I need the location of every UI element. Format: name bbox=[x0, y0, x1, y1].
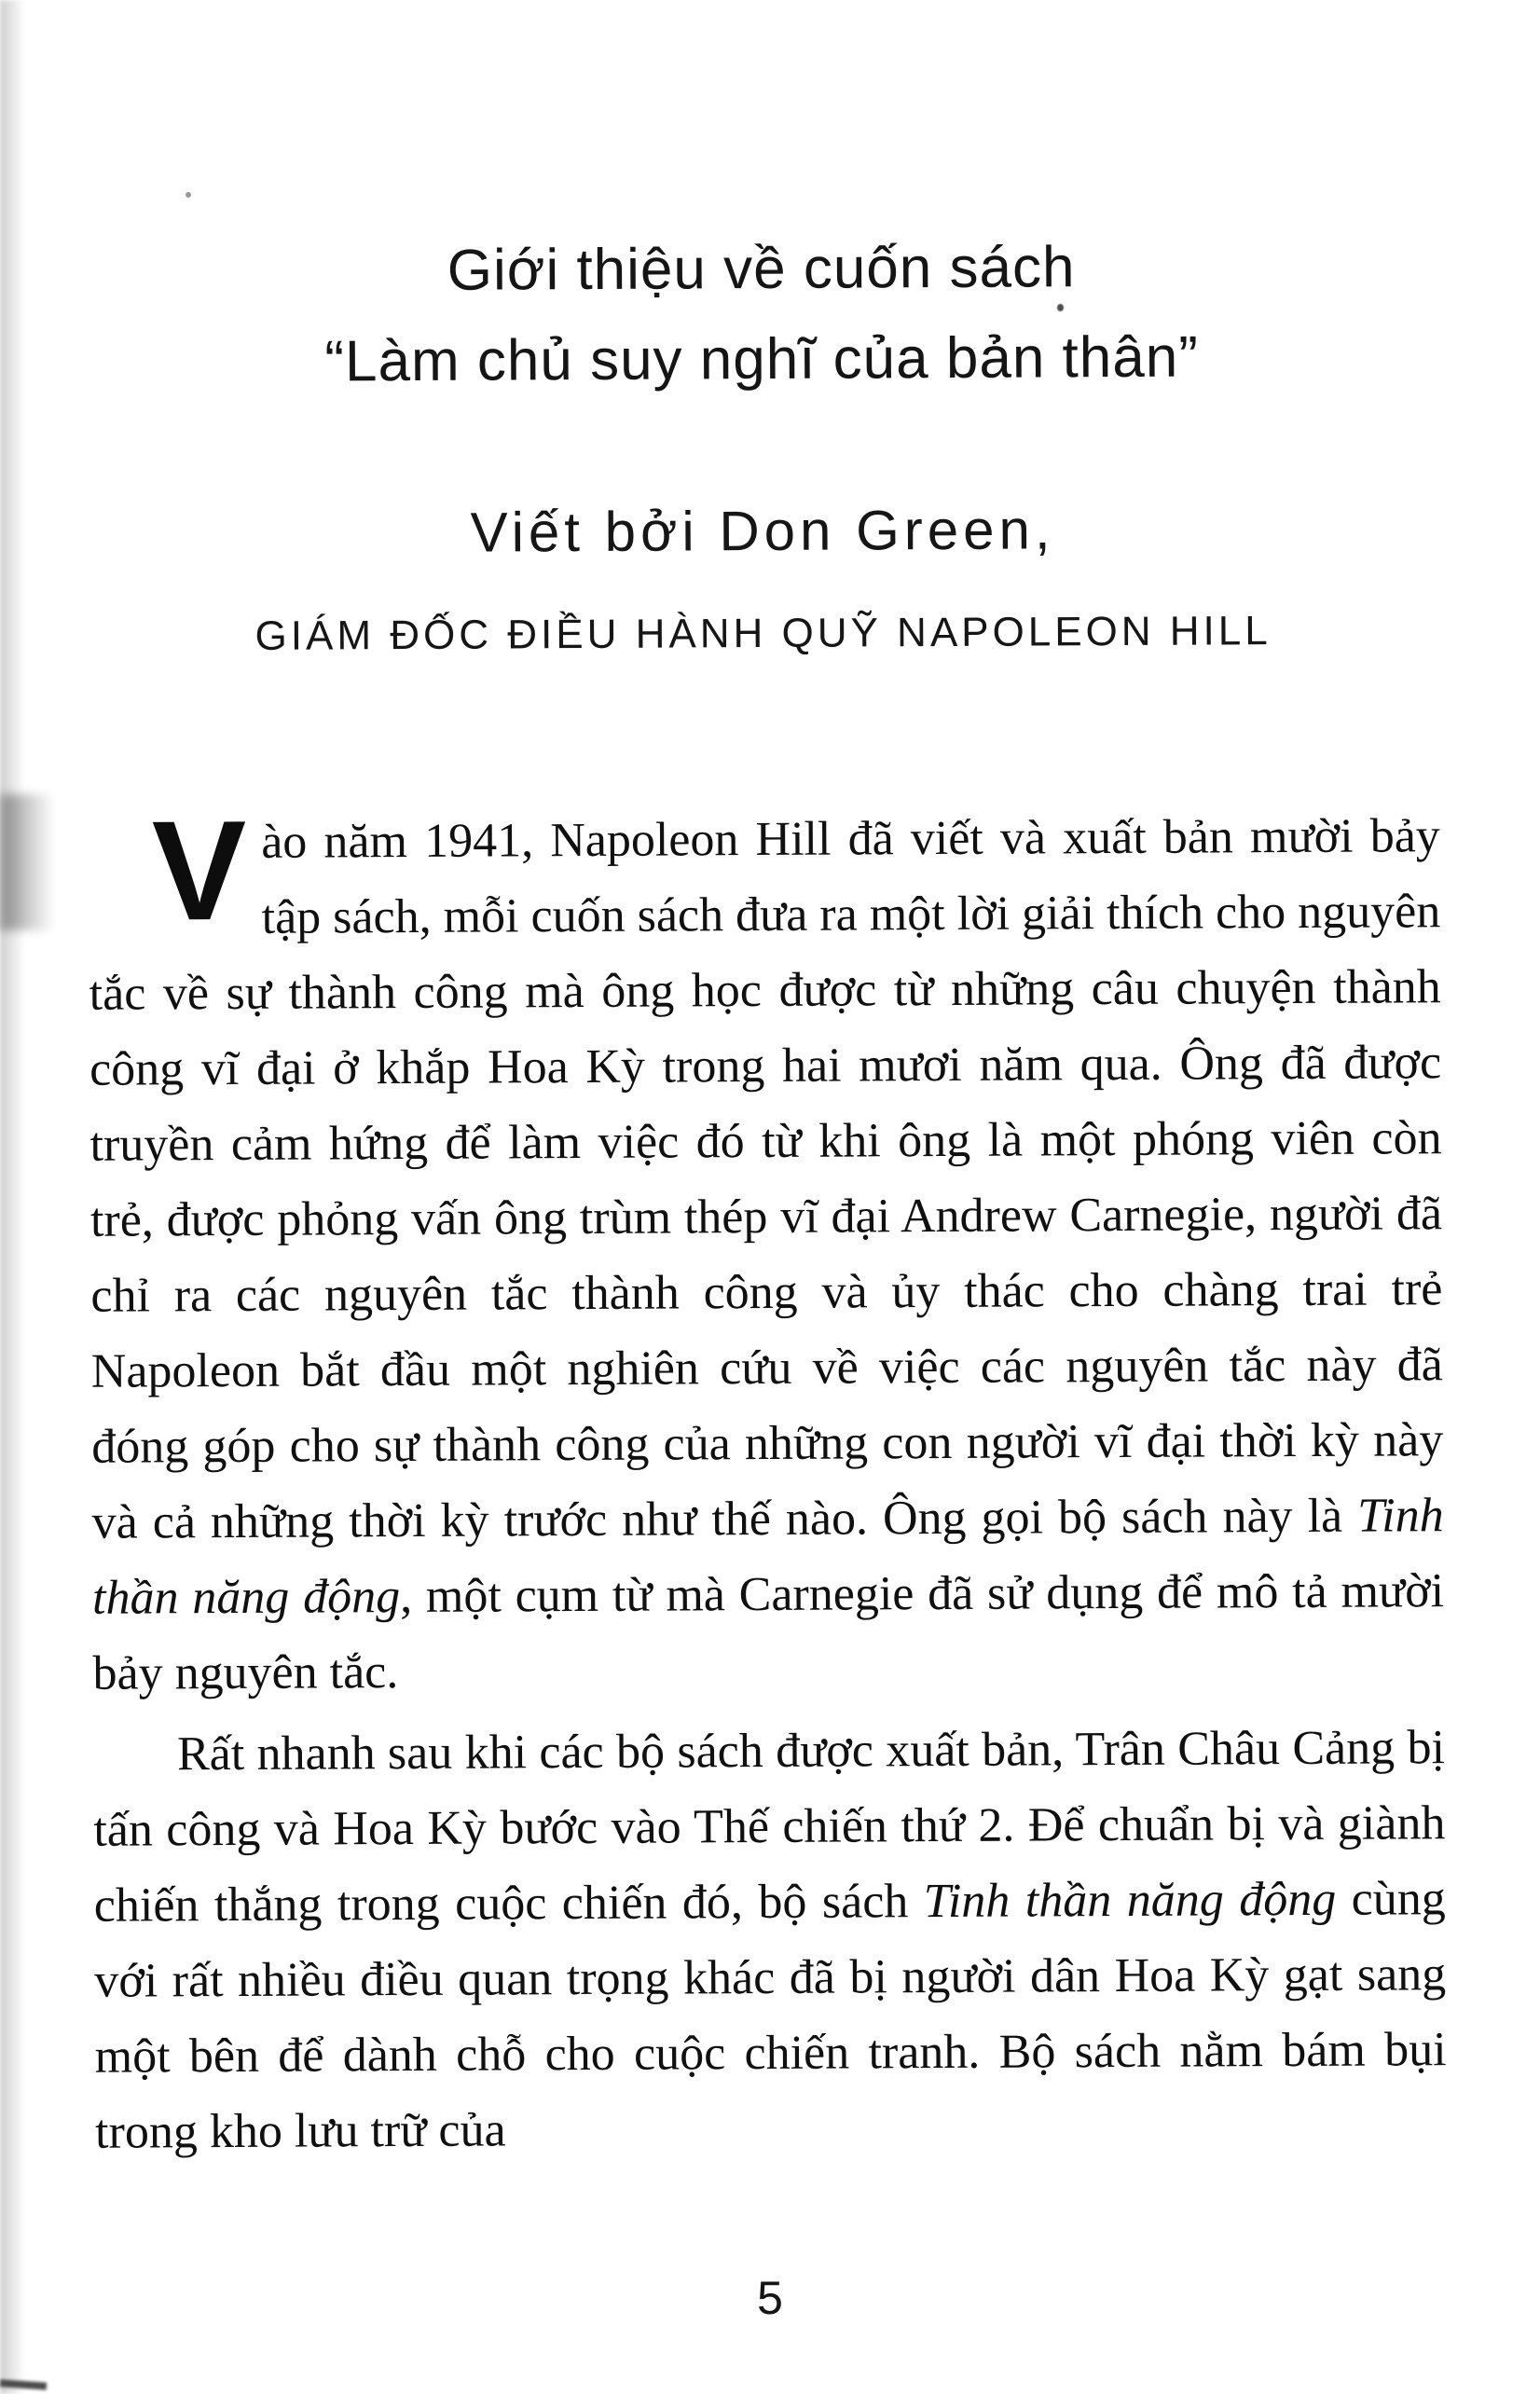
byline: Viết bởi Don Green, bbox=[470, 498, 1055, 564]
chapter-title-line1: Giới thiệu về cuốn sách bbox=[447, 235, 1076, 303]
body-paragraphs bbox=[89, 791, 1448, 2170]
chapter-title bbox=[85, 220, 1437, 408]
page-content bbox=[84, 0, 1447, 2170]
scan-smudge bbox=[0, 794, 54, 930]
chapter-title-line2: “Làm chủ suy nghĩ của bản thân” bbox=[324, 324, 1200, 394]
text-run: , một cụm từ mà Carnegie đã sử dụng để mô tả mười bảy nguyên tắc. bbox=[92, 1564, 1445, 1700]
text-run: ào năm 1941, Napoleon Hill đã viết và xuất bản mười bảy tập sách, mỗi cuốn sách đưa ra một lời giải thích cho nguyên tắc về sự thành công mà ông học được từ những câu chuyện thành công vĩ đại ở khắp Hoa Kỳ trong hai mươi năm qua. Ông đã được truyền cảm hứng để làm việc đó từ khi ông là một phóng viên còn trẻ, được phỏng vấn ông trùm thép vĩ đại Andrew Carnegie, người đã chỉ ra các nguyên tắc thành công và ủy thác cho chàng trai trẻ Napoleon bắt đầu một nghiên cứu về việc các nguyên tắc này đã đóng góp cho sự thành công của những con người vĩ đại thời kỳ này và cả những thời kỳ trước như thế nào. Ông gọi bộ sách này là bbox=[89, 809, 1444, 1549]
italic-text-run: Tinh thần năng động bbox=[91, 1489, 1444, 1625]
text-run: Rất nhanh sau khi các bộ sách được xuất bản, Trân Châu Cảng bị tấn công và Hoa Kỳ bước vào Thế chiến thứ 2. Để chuẩn bị và giành chiến thắng trong cuộc chiến đó, bộ sách bbox=[93, 1721, 1446, 1933]
italic-text-run: Tinh thần năng động bbox=[923, 1872, 1337, 1929]
dropcap-letter: V bbox=[151, 791, 247, 951]
gutter-shadow bbox=[0, 0, 24, 2394]
paragraph bbox=[89, 791, 1445, 1712]
paragraph bbox=[93, 1710, 1448, 2170]
byline-role: GIÁM ĐỐC ĐIỀU HÀNH QUỸ NAPOLEON HILL bbox=[254, 608, 1272, 659]
text-run: cùng với rất nhiều điều quan trọng khác đã bị người dân Hoa Kỳ gạt sang một bên để dành chỗ cho cuộc chiến tranh. Bộ sách nằm bám bụi trong kho lưu trữ của bbox=[94, 1872, 1447, 2159]
page-number: 5 bbox=[757, 2272, 783, 2324]
